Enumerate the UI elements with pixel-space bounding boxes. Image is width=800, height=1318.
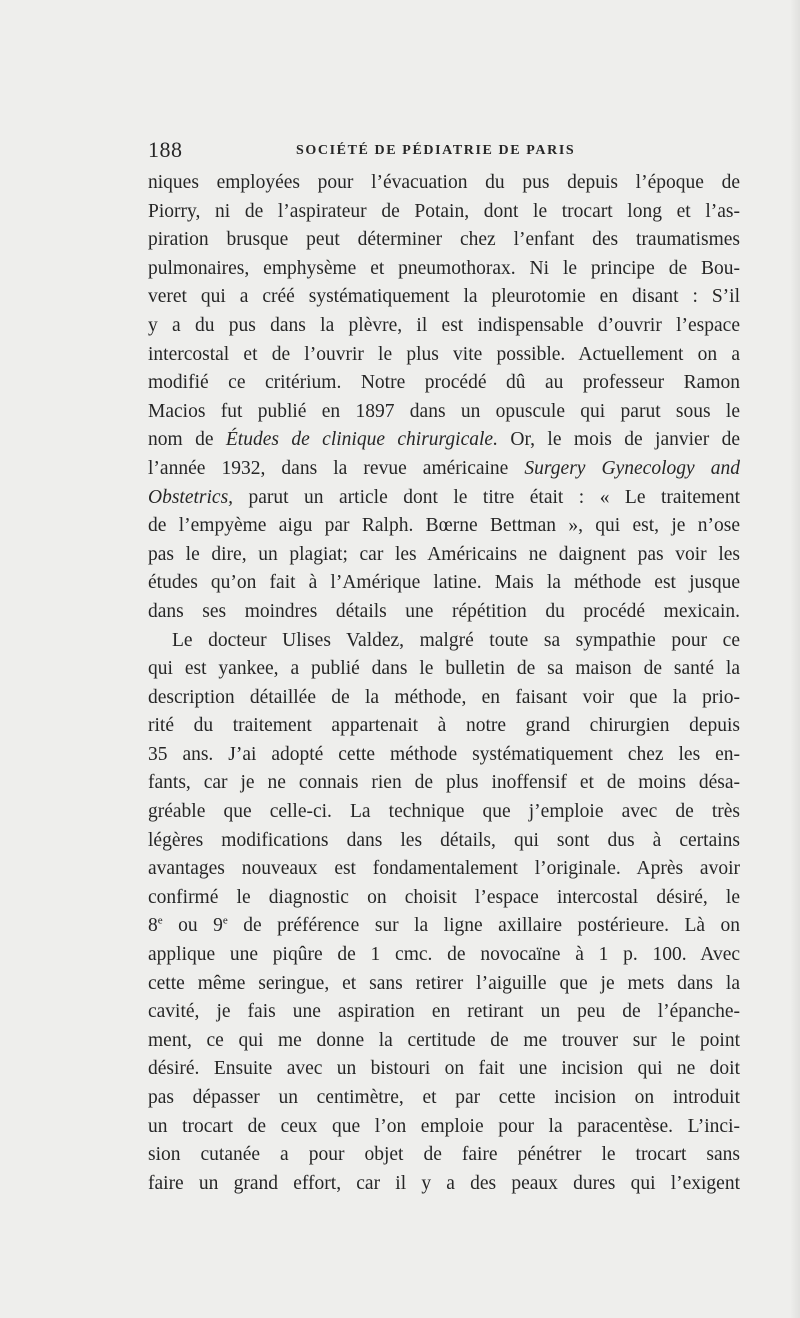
text-line: y a du pus dans la plèvre, il est indispensable d’ouvrir l’espace <box>148 314 740 336</box>
text-line: niques employées pour l’évacuation du pus depuis l’époque de <box>148 172 740 193</box>
text-line: avantages nouveaux est fondamentalement l’originale. Après avoir <box>148 858 740 880</box>
text-line: pas le dire, un plagiat; car les Américains ne daignent pas voir les <box>148 543 740 565</box>
superscript: e <box>222 914 228 927</box>
text-line <box>148 455 740 484</box>
text-line: faire un grand effort, car il y a des peaux dures qui l’exigent <box>148 1172 740 1194</box>
text-line: 35 ans. J’ai adopté cette méthode systématiquement chez les en- <box>148 743 740 765</box>
running-head: SOCIÉTÉ DE PÉDIATRIE DE PARIS <box>296 143 576 158</box>
text-line: Le docteur Ulises Valdez, malgré toute sa sympathie pour ce <box>172 629 740 651</box>
text-line: gréable que celle-ci. La technique que j’emploie avec de très <box>148 801 740 823</box>
text-run: ou 9 <box>162 915 223 937</box>
journal-title-cont: Obstetrics, <box>148 486 234 508</box>
text-run: Or, le mois de janvier de <box>497 429 740 451</box>
page-number: 188 <box>148 137 183 162</box>
text-line: applique une piqûre de 1 cmc. de novocaïne à 1 p. 100. Avec <box>148 944 740 966</box>
text-line: description détaillée de la méthode, en faisant voir que la prio- <box>148 686 740 708</box>
text-line: veret qui a créé systématiquement la pleurotomie en disant : S’il <box>148 286 740 308</box>
paragraph-2 <box>148 627 740 1199</box>
text-line: un trocart de ceux que l’on emploie pour la paracentèse. L’inci- <box>148 1115 740 1137</box>
text-line: qui est yankee, a publié dans le bulletin de sa maison de santé la <box>148 658 740 680</box>
text-line: piration brusque peut déterminer chez l’enfant des traumatismes <box>148 229 740 251</box>
text-line: pas dépasser un centimètre, et par cette incision on introduit <box>148 1087 740 1108</box>
text-line: Macios fut publié en 1897 dans un opuscule qui parut sous le <box>148 400 740 422</box>
text-line: cavité, je fais une aspiration en retirant un peu de l’épanche- <box>148 1001 740 1023</box>
text-line: légères modifications dans les détails, qui sont dus à certains <box>148 829 740 851</box>
text-line: Piorry, ni de l’aspirateur de Potain, dont le trocart long et l’as- <box>148 200 740 222</box>
text-line: cette même seringue, et sans retirer l’aiguille que je mets dans la <box>148 972 740 994</box>
text-line: études qu’on fait à l’Amérique latine. Mais la méthode est jusque <box>148 572 740 594</box>
text-line <box>148 426 740 455</box>
text-run: 8 <box>148 915 158 937</box>
text-run: nom de <box>148 429 226 451</box>
superscript: e <box>157 914 163 927</box>
text-line: intercostal et de l’ouvrir le plus vite possible. Actuellement on a <box>148 343 740 365</box>
text-line: modifié ce critérium. Notre procédé dû au professeur Ramon <box>148 372 740 394</box>
paragraph-1 <box>148 169 740 627</box>
text-line: ment, ce qui me donne la certitude de me trouver sur le point <box>148 1029 740 1051</box>
text-line: confirmé le diagnostic on choisit l’espace intercostal désiré, le <box>148 886 740 908</box>
text-run: de préférence sur la ligne axillaire postérieure. Là on <box>227 915 740 937</box>
text-line: de l’empyème aigu par Ralph. Bœrne Bettman », qui est, je n’ose <box>148 515 740 537</box>
text-line <box>148 912 740 941</box>
text-line: dans ses moindres détails une répétition du procédé mexicain. <box>148 600 740 622</box>
journal-title: Surgery Gynecology and <box>524 457 740 479</box>
text-line: sion cutanée a pour objet de faire pénétrer le trocart sans <box>148 1144 740 1166</box>
book-title: Études de clinique chirurgicale. <box>225 429 498 451</box>
text-line <box>148 484 740 513</box>
body-text <box>148 169 740 1198</box>
page-header <box>148 137 740 167</box>
text-run: parut un article dont le titre était : « Le traitement <box>233 486 740 508</box>
text-run: l’année 1932, dans la revue américaine <box>148 457 525 479</box>
text-line: fants, car je ne connais rien de plus inoffensif et de moins désa- <box>148 772 740 794</box>
page-edge-shadow <box>790 0 800 1318</box>
text-line: désiré. Ensuite avec un bistouri on fait une incision qui ne doit <box>148 1058 740 1080</box>
text-line: rité du traitement appartenait à notre grand chirurgien depuis <box>148 715 740 737</box>
text-line: pulmonaires, emphysème et pneumothorax. Ni le principe de Bou- <box>148 257 740 279</box>
